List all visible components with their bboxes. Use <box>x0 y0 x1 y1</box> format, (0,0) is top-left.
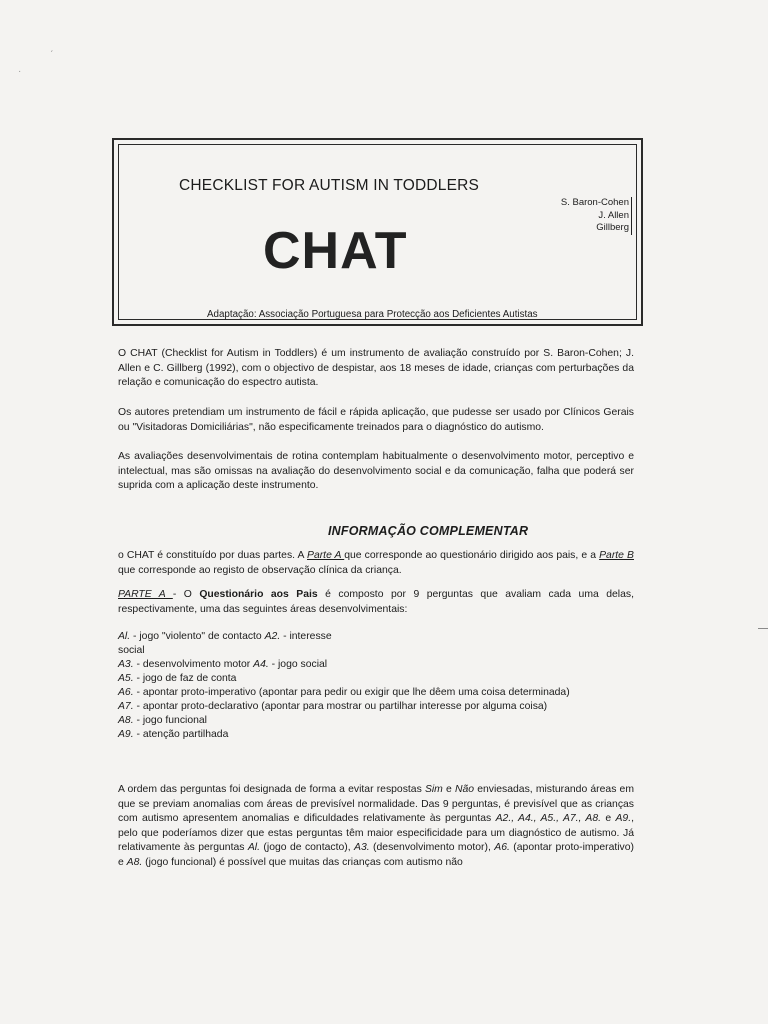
part-b-reference: Parte B <box>599 550 634 561</box>
area-line: A9. - atenção partilhada <box>118 729 229 740</box>
scan-speck: · <box>18 66 22 77</box>
intro-paragraph-3: As avaliações desenvolvimentais de rotina contemplam habitualmente o desenvolvimento motor, perceptivo e intelectual, mas são omissas na avaliação do desenvolvimento social e da comunicação, falha que poderá ser suprida com a aplicação deste instrumento. <box>118 451 634 492</box>
area-line: A8. - jogo funcional <box>118 715 207 726</box>
author-name: J. Allen <box>598 209 629 221</box>
intro-paragraph-2: Os autores pretendiam um instrumento de fácil e rápida aplicação, que pudesse ser usado por Clínicos Gerais ou "Visitadoras Domiciliárias", não especificamente treinados para o diagnóstico do autismo. <box>118 407 634 433</box>
area-line: A5. - jogo de faz de conta <box>118 673 237 684</box>
area-line: A3. - desenvolvimento motor A4. - jogo social <box>118 659 328 670</box>
section-heading: INFORMAÇÃO COMPLEMENTAR <box>328 524 529 538</box>
checklist-subtitle: CHECKLIST FOR AUTISM IN TODDLERS <box>179 177 480 194</box>
adaptation-note: Adaptação: Associação Portuguesa para Protecção aos Deficientes Autistas <box>207 309 538 320</box>
closing-paragraph: A ordem das perguntas foi designada de forma a evitar respostas Sim e Não enviesadas, misturando áreas em que se previam anomalias com áreas de previsível normalidade. Das 9 perguntas, é previsível que as crianças com autismo apresentem anomalias e dificuldades relativamente às perguntas A2., A4., A5., A7., A8. e A9., pelo que poderíamos dizer que estas perguntas têm maior especificidade para um diagnóstico de autismo. Já relativamente às perguntas Al. (jogo de contacto), A3. (desenvolvimento motor), A6. (apontar proto-imperativo) e A8. (jogo funcional) é possível que muitas das crianças com autismo não <box>118 784 634 868</box>
parte-a-paragraph: PARTE A - O Questionário aos Pais é composto por 9 perguntas que avaliam cada uma delas, respectivamente, uma das seguintes áreas desenvolvimentais: <box>118 589 634 615</box>
area-line: social <box>118 645 145 656</box>
title-frame <box>112 138 643 326</box>
area-line: Al. - jogo "violento" de contacto A2. - interesse <box>118 631 332 642</box>
area-line: A6. - apontar proto-imperativo (apontar para pedir ou exigir que lhe dêem uma coisa determinada) <box>118 687 570 698</box>
parte-a-label: PARTE A <box>118 589 173 600</box>
chat-title: CHAT <box>263 222 408 280</box>
questionnaire-name: Questionário aos Pais <box>199 589 318 600</box>
part-a-reference: Parte A <box>307 550 345 561</box>
intro-paragraph-1: O CHAT (Checklist for Autism in Toddlers) é um instrumento de avaliação construído por S. Baron-Cohen; J. Allen e C. Gillberg (1992), com o objectivo de despistar, aos 18 meses de idade, crianças com perturbações da relação e comunicação do espectro autista. <box>118 348 634 389</box>
scan-edge-mark <box>758 628 768 629</box>
parts-paragraph: o CHAT é constituído por duas partes. A Parte A que corresponde ao questionário dirigido aos pais, e a Parte B que corresponde ao registo de observação clínica da criança. <box>118 550 634 576</box>
author-name: Gillberg <box>596 222 629 233</box>
area-line: A7. - apontar proto-declarativo (apontar para mostrar ou partilhar interesse por alguma coisa) <box>118 701 548 712</box>
authors-block <box>561 197 632 235</box>
title-frame-inner <box>118 144 637 320</box>
author-name: S. Baron-Cohen <box>560 197 629 208</box>
scan-speck: ˊ <box>50 50 54 61</box>
